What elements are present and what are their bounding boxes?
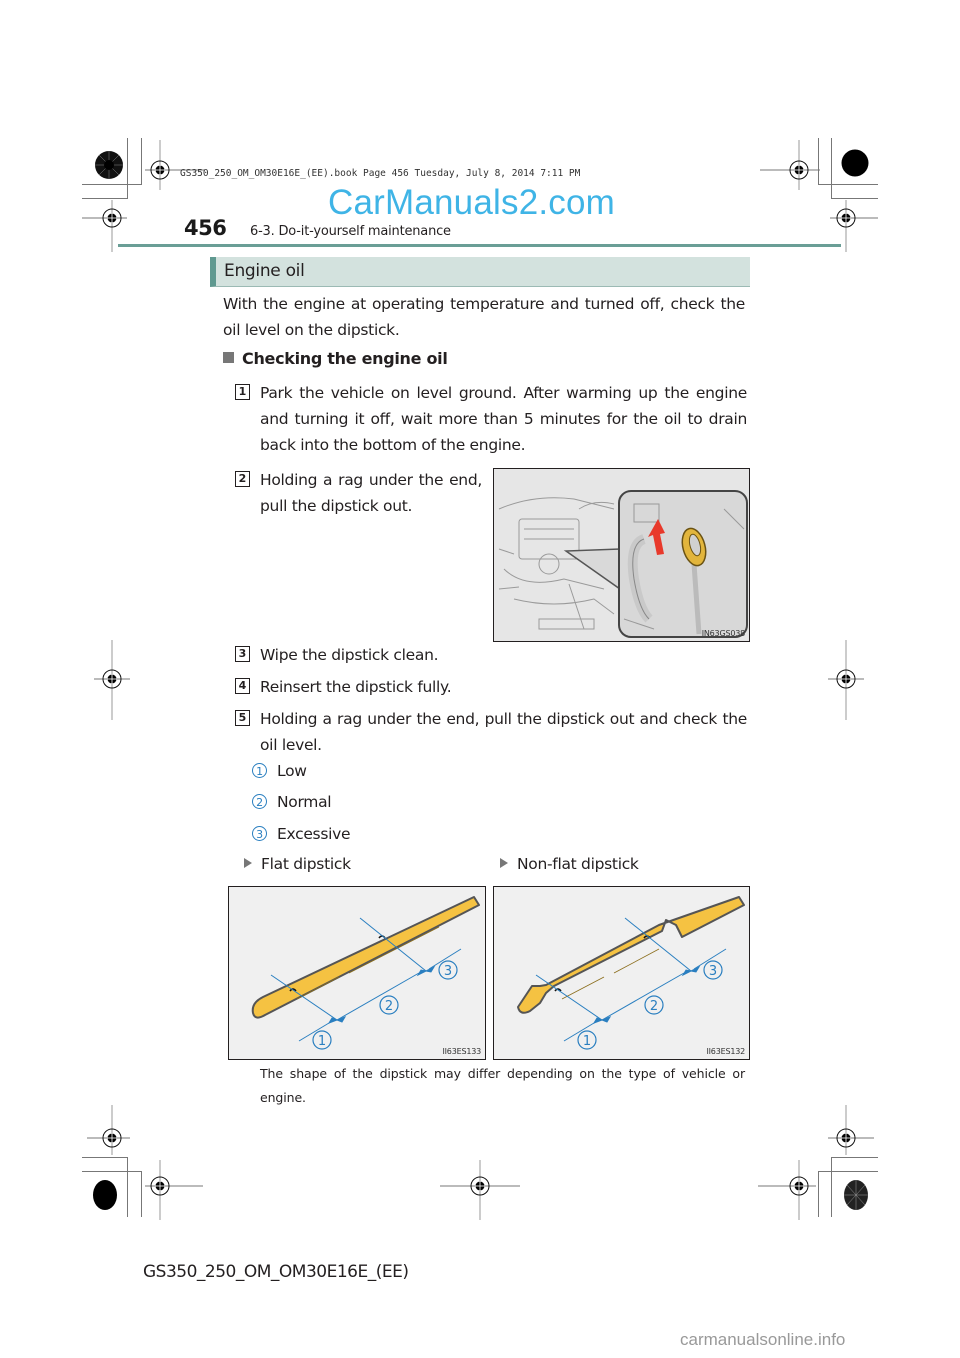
- callout-1-label: 1: [317, 1034, 327, 1049]
- step-text: Holding a rag under the end, pull the dipstick out.: [260, 471, 482, 515]
- crosshair-mark-icon: [145, 1160, 205, 1220]
- figure-code: II63ES133: [442, 1047, 481, 1056]
- crosshair-mark-icon: [82, 640, 142, 720]
- engine-bay-figure: [493, 468, 750, 642]
- watermark-bottom[interactable]: carmanualsonline.info: [680, 1330, 846, 1349]
- step-text: Holding a rag under the end, pull the dipstick out and check the oil level.: [260, 710, 747, 754]
- flat-dipstick-text: Flat dipstick: [261, 855, 351, 873]
- crosshair-mark-icon: [440, 1160, 520, 1220]
- level-excessive: [252, 825, 350, 843]
- flat-dipstick-label: [244, 855, 351, 873]
- callout-3-label: 3: [443, 964, 453, 979]
- solid-dot-mark-icon: [91, 1178, 119, 1212]
- intro-paragraph: With the engine at operating temperature and turned off, check the oil level on the dipstick.: [223, 295, 745, 339]
- crosshair-mark-icon: [145, 140, 205, 190]
- dipstick-shape-note: The shape of the dipstick may differ depending on the type of vehicle or engine.: [260, 1066, 745, 1105]
- non-flat-dipstick-figure: [493, 886, 750, 1060]
- step-number-badge: 1: [235, 384, 250, 400]
- callout-3-label: 3: [708, 964, 718, 979]
- non-flat-dipstick-illustration: [494, 887, 750, 1060]
- print-info-line: GS350_250_OM_OM30E16E_(EE).book Page 456 Tuesday, July 8, 2014 7:11 PM: [180, 168, 581, 179]
- non-flat-dipstick-label: [500, 855, 639, 873]
- page-number: 456: [184, 216, 227, 240]
- header-divider: [118, 244, 841, 247]
- subheading-text: Checking the engine oil: [242, 349, 448, 368]
- crosshair-mark-icon: [816, 640, 876, 720]
- callout-number-icon: 2: [252, 794, 267, 809]
- crosshair-mark-icon: [760, 140, 820, 190]
- subheading: [223, 349, 448, 368]
- step-number-badge: 2: [235, 471, 250, 487]
- sunburst-mark-icon: [842, 1178, 870, 1212]
- flat-dipstick-figure: [228, 886, 486, 1060]
- solid-dot-mark-icon: [840, 148, 870, 178]
- watermark-top[interactable]: CarManuals2.com: [328, 183, 615, 222]
- sunburst-mark-icon: [92, 148, 126, 182]
- section-heading-bar: [210, 257, 750, 287]
- level-label: Normal: [277, 793, 332, 811]
- crosshair-mark-icon: [816, 1105, 876, 1165]
- level-label: Low: [277, 762, 307, 780]
- flat-dipstick-illustration: [229, 887, 486, 1060]
- step-text: Reinsert the dipstick fully.: [260, 678, 452, 696]
- step-number-badge: 4: [235, 678, 250, 694]
- level-label: Excessive: [277, 825, 351, 843]
- step-text: Park the vehicle on level ground. After warming up the engine and turning it off, wait more than 5 minutes for the oil to drain back into the bottom of the engine.: [260, 384, 747, 454]
- engine-bay-illustration: [494, 469, 750, 642]
- crosshair-mark-icon: [758, 1160, 818, 1220]
- level-low: [252, 762, 307, 780]
- triangle-bullet-icon: [244, 858, 252, 868]
- step-text: Wipe the dipstick clean.: [260, 646, 439, 664]
- callout-2-label: 2: [649, 999, 659, 1014]
- callout-number-icon: 3: [252, 826, 267, 841]
- section-heading: Engine oil: [224, 261, 305, 281]
- crosshair-mark-icon: [82, 1105, 142, 1165]
- figure-code: II63ES132: [706, 1047, 745, 1056]
- square-bullet-icon: [223, 352, 234, 363]
- non-flat-dipstick-text: Non-flat dipstick: [517, 855, 639, 873]
- callout-1-label: 1: [582, 1034, 592, 1049]
- level-normal: [252, 793, 331, 811]
- step-number-badge: 5: [235, 710, 250, 726]
- section-breadcrumb: 6-3. Do-it-yourself maintenance: [250, 224, 451, 239]
- callout-number-icon: 1: [252, 763, 267, 778]
- figure-code: IN63GS038: [701, 629, 745, 638]
- footer-doc-code: GS350_250_OM_OM30E16E_(EE): [143, 1262, 409, 1282]
- triangle-bullet-icon: [500, 858, 508, 868]
- callout-2-label: 2: [384, 999, 394, 1014]
- step-number-badge: 3: [235, 646, 250, 662]
